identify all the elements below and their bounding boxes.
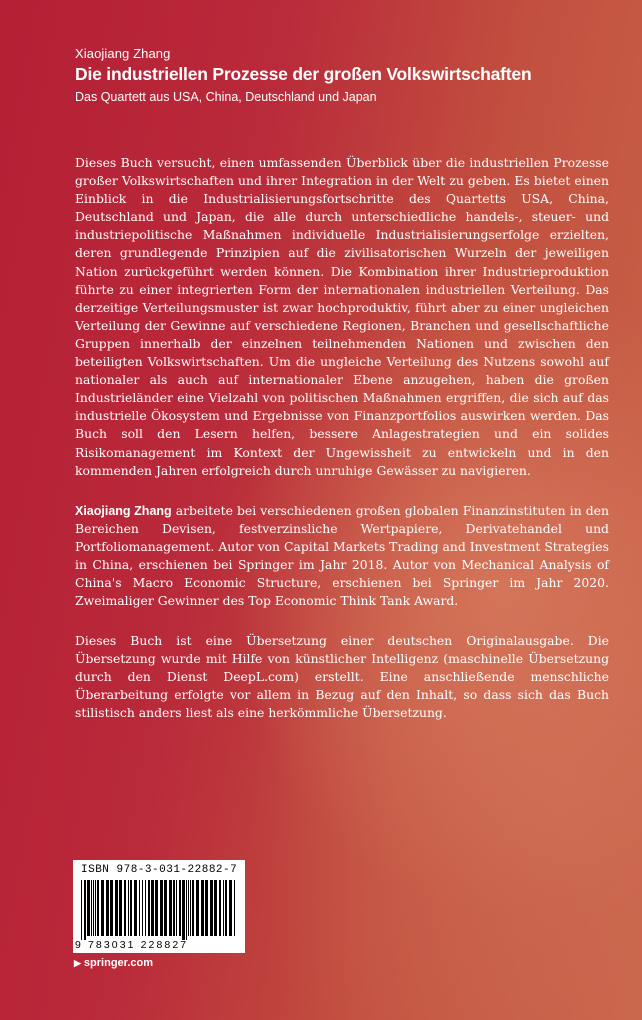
- barcode-bar: [155, 880, 158, 936]
- author-bio-paragraph: [75, 502, 609, 611]
- barcode-bar: [130, 880, 132, 936]
- barcode-bar: [95, 880, 96, 936]
- barcode-bar: [81, 880, 82, 940]
- barcode-bar: [148, 880, 150, 936]
- barcode-bar: [124, 880, 126, 936]
- blurb-paragraph: Dieses Buch versucht, einen umfassenden Überblick über die industriellen Prozesse großer Volkswirtschaften und ihrer Integration in der Welt zu geben. Es bietet einen Einblick in die Industrialisierungsfortschritte des Quartetts USA, China, Deutschland und Japan, die alle durch unterschiedliche handels-, steuer- und industriepolitische Maßnahmen individuelle Industrialisierungserfolge erzielten, deren grundlegende Prinzipien auf die zivilisatorischen Wurzeln der jeweiligen Nation zurückgeführt werden können. Die Kombination ihrer Industrieproduktion führte zu einer integrierten Form der internationalen industriellen Verteilung. Das derzeitige Verteilungsmuster ist zwar hochproduktiv, führt aber zu einer ungleichen Verteilung der Gewinne auf verschiedene Regionen, Branchen und gesellschaftliche Gruppen innerhalb der einzelnen teilnehmenden Nationen und zwischen den beteiligten Volkswirtschaften. Um die ungleiche Verteilung des Nutzens sowohl auf nationaler als auch auf internationaler Ebene anzugehen, haben die großen Industrieländer eine Vielzahl von politischen Maßnahmen ergriffen, die sich auf das industrielle Ökosystem und Ergebnisse von Finanzportfolios auswirken werden. Das Buch soll den Lesern helfen, bessere Anlagestrategien und ein solides Risikomanagement im Kontext der Ungewissheit zu entwickeln und in den kommenden Jahren erfolgreich durch unruhige Gewässer zu navigieren.: [75, 155, 609, 478]
- isbn-label: ISBN 978-3-031-22882-7: [81, 864, 238, 876]
- barcode-bar: [139, 880, 140, 936]
- barcode-bar: [91, 880, 92, 936]
- barcode-icon: [81, 880, 239, 940]
- barcode-bar: [173, 880, 175, 936]
- barcode-bar: [192, 880, 194, 936]
- barcode-bar: [182, 880, 185, 940]
- barcode-bar: [223, 880, 224, 936]
- cover-header: [75, 46, 531, 104]
- barcode-bar: [234, 880, 235, 936]
- barcode-bar: [160, 880, 163, 936]
- barcode-bar: [134, 880, 137, 936]
- barcode-bar: [225, 880, 227, 936]
- translation-note-paragraph: Dieses Buch ist eine Übersetzung einer deutschen Originalausgabe. Die Übersetzung wurde mit Hilfe von künstlicher Intelligenz (maschinelle Übersetzung durch den Dienst DeepL.com) erstellt. Eine anschließende menschliche Überarbeitung erfolgte vor allem in Bezug auf den Inhalt, so dass sich das Buch stilistisch anders liest als eine herkömmliche Übersetzung.: [75, 633, 609, 721]
- barcode-bar: [229, 880, 232, 936]
- barcode-bar: [84, 880, 86, 940]
- barcode-bar: [205, 880, 208, 936]
- author-bio-text: arbeitete bei verschiedenen großen globalen Finanzinstituten in den Bereichen Devisen, festverzinsliche Wertpapiere, Derivatehandel und Portfoliomanagement. Autor von Capital Markets Trading and Investment Strategies in China, erschienen bei Springer im Jahr 2018. Autor von Mechanical Analysis of China's Macro Economic Structure, erschienen bei Springer im Jahr 2020. Zweimaliger Gewinner des Top Economic Think Tank Award.: [75, 503, 609, 609]
- barcode-bar: [190, 880, 191, 936]
- barcode-bar: [97, 880, 99, 936]
- barcode-bar: [188, 880, 189, 936]
- author-bio-name: Xiaojiang Zhang: [75, 504, 172, 518]
- barcode-bar: [201, 880, 204, 936]
- barcode-bar: [214, 880, 217, 936]
- barcode-bar: [128, 880, 129, 936]
- barcode-bar: [115, 880, 118, 936]
- barcode-bar: [87, 880, 90, 936]
- barcode-bar: [145, 880, 146, 936]
- barcode-bar: [196, 880, 199, 936]
- barcode-bar: [219, 880, 221, 936]
- publisher-link[interactable]: [74, 957, 153, 969]
- barcode-bar: [110, 880, 113, 936]
- barcode-digits: 9 783031 228827: [75, 939, 189, 951]
- barcode-bar: [179, 880, 181, 936]
- author-name: Xiaojiang Zhang: [75, 46, 171, 61]
- barcode-bar: [210, 880, 213, 936]
- barcode-bar: [186, 880, 187, 940]
- publisher-url: springer.com: [83, 957, 153, 969]
- barcode-bar: [119, 880, 122, 936]
- barcode-bar: [93, 880, 94, 936]
- isbn-barcode: [73, 860, 245, 953]
- book-title: Die industriellen Prozesse der großen Volkswirtschaften: [75, 64, 532, 84]
- barcode-bar: [106, 880, 109, 936]
- barcode-bar: [169, 880, 172, 936]
- barcode-bar: [101, 880, 104, 936]
- barcode-bar: [151, 880, 154, 936]
- barcode-bar: [142, 880, 143, 936]
- barcode-bar: [176, 880, 177, 936]
- barcode-bar: [164, 880, 167, 936]
- triangle-arrow-right-icon: ▶: [74, 957, 81, 968]
- book-subtitle: Das Quartett aus USA, China, Deutschland und Japan: [75, 90, 377, 104]
